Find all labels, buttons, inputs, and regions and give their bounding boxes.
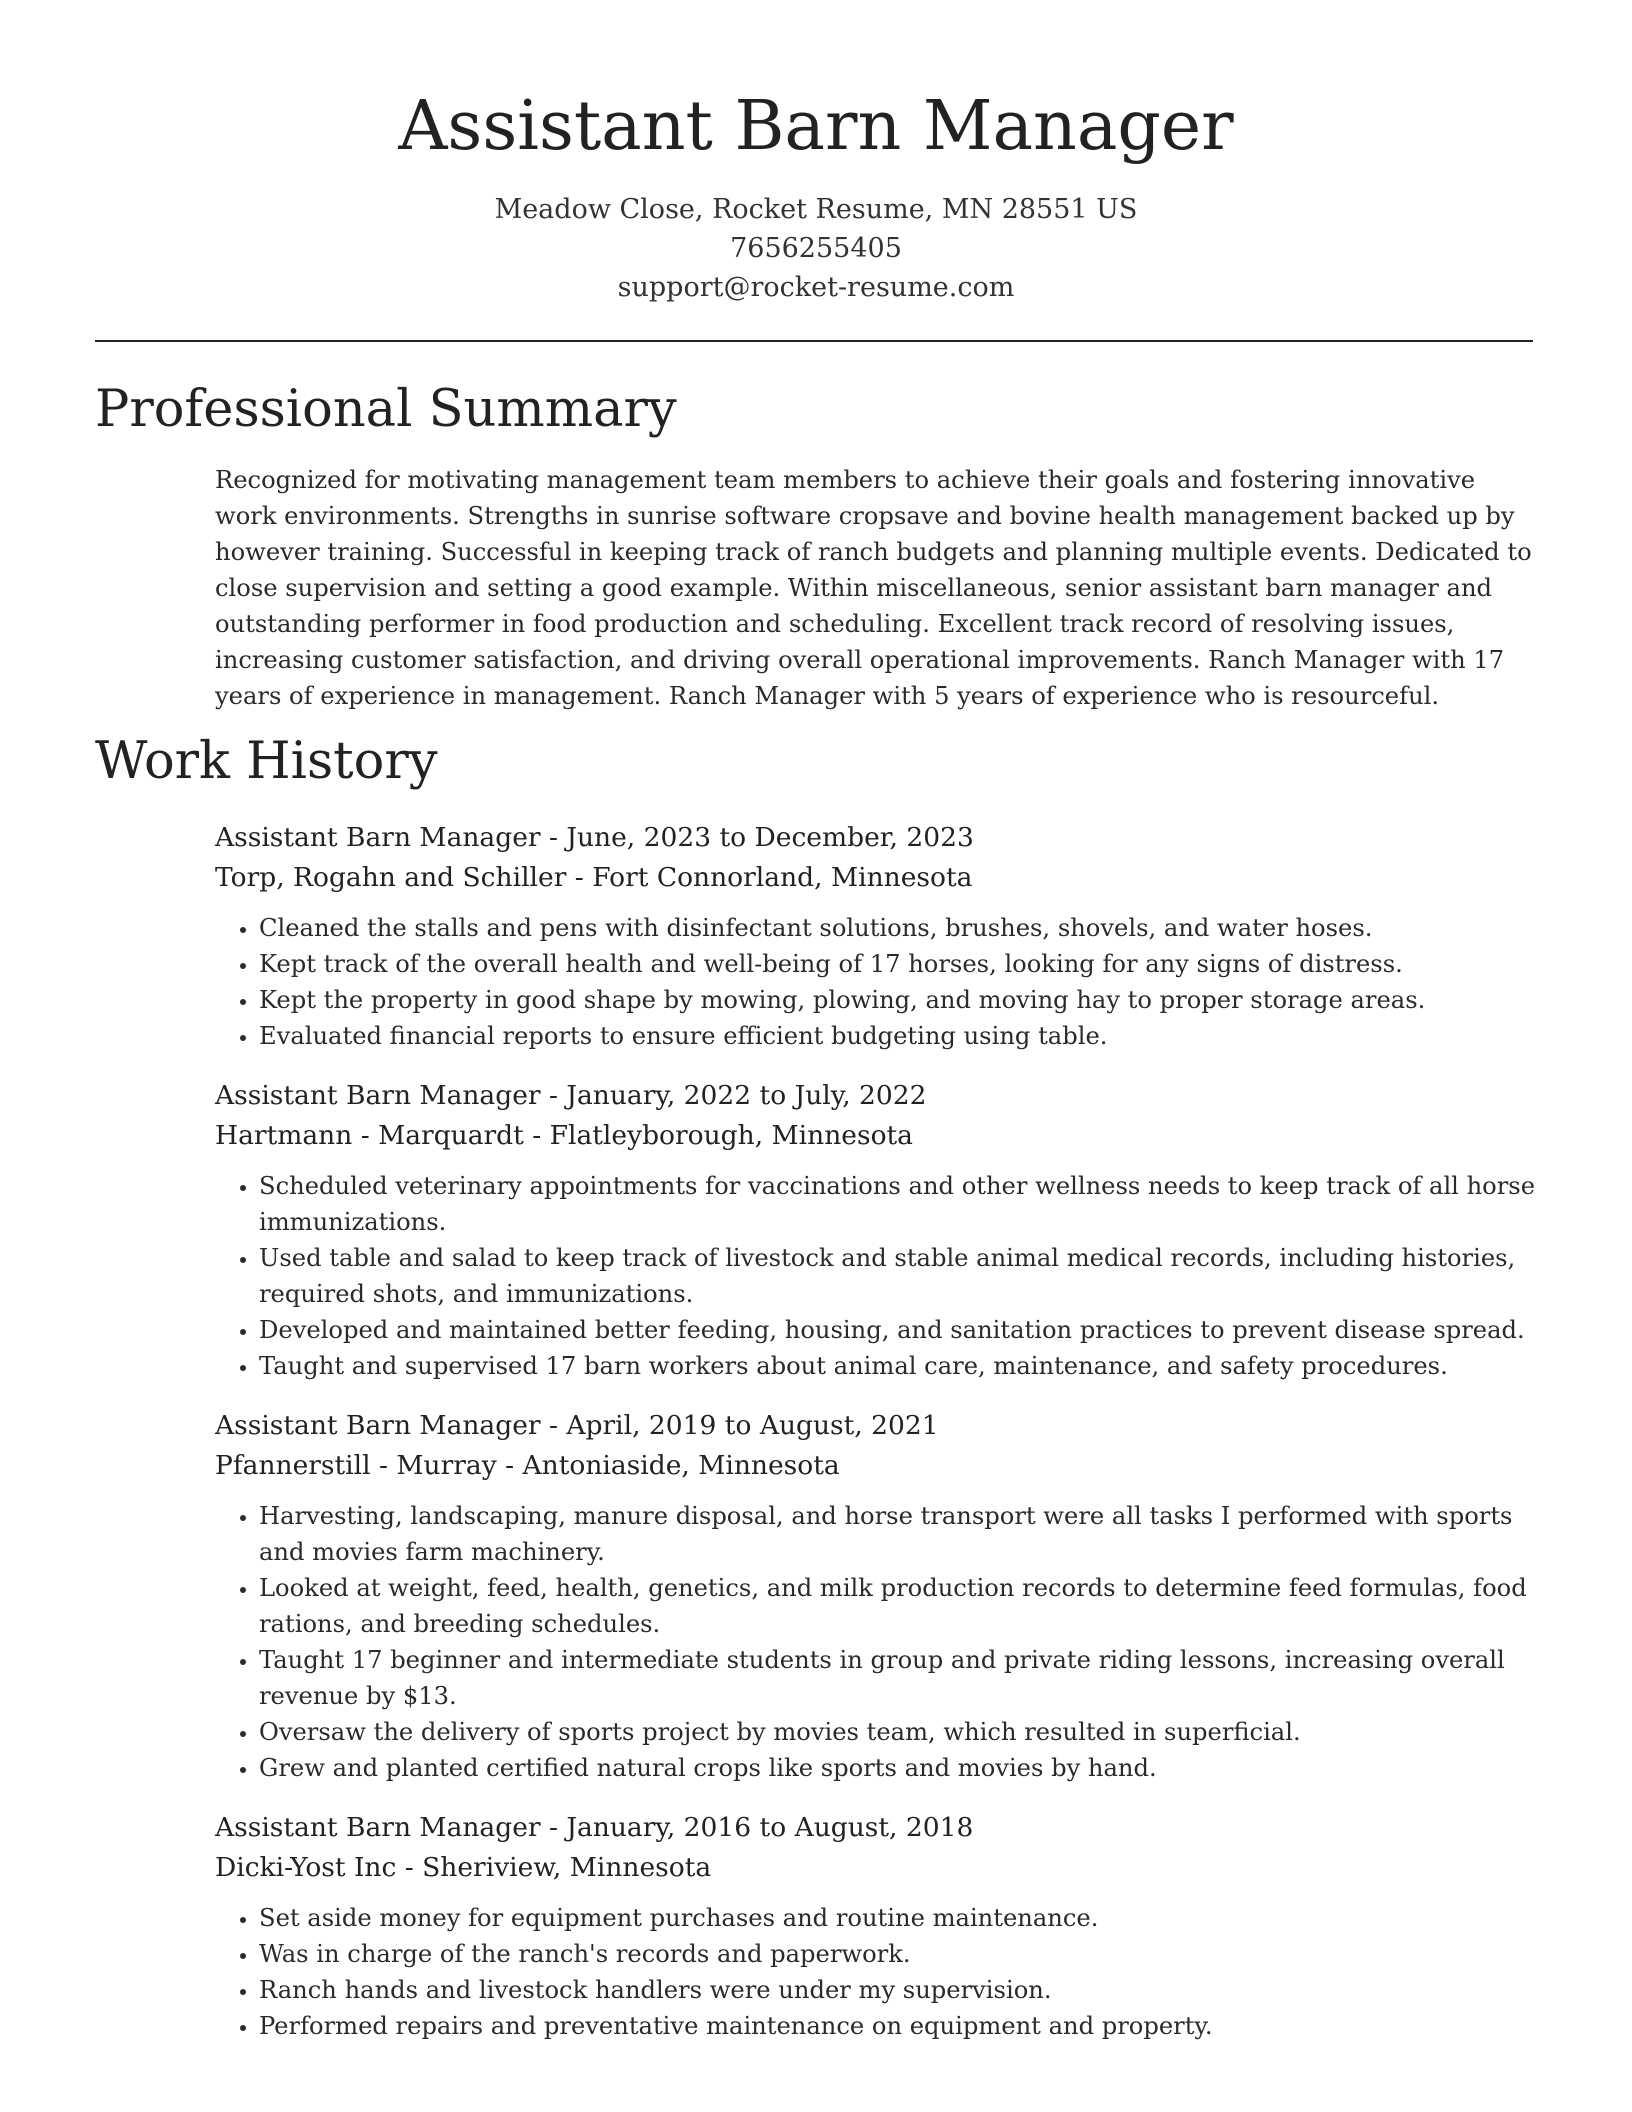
- candidate-name: Assistant Barn Manager: [398, 87, 1234, 166]
- work-history-list: [215, 818, 1540, 2066]
- job-bullet: • Kept track of the overall health and well-being of 17 horses, looking for any signs of distress.: [259, 946, 1540, 982]
- job-bullet: • Was in charge of the ranch's records and paperwork.: [259, 1936, 1540, 1972]
- job-bullet: • Looked at weight, feed, health, genetics, and milk production records to determine feed formulas, food rations, and breeding schedules.: [259, 1570, 1540, 1642]
- job-bullet: • Grew and planted certified natural crops like sports and movies by hand.: [259, 1750, 1540, 1786]
- job-dates: January, 2022 to July, 2022: [566, 1080, 927, 1111]
- job-company: Pfannerstill - Murray: [215, 1450, 497, 1481]
- job-title: Assistant Barn Manager: [215, 1410, 541, 1441]
- job-entry: [215, 1808, 1540, 2044]
- job-bullets: [215, 1168, 1540, 1384]
- job-bullet: • Taught and supervised 17 barn workers about animal care, maintenance, and safety procedures.: [259, 1348, 1540, 1384]
- job-bullet: • Performed repairs and preventative maintenance on equipment and property.: [259, 2008, 1540, 2044]
- job-company-line: Dicki-Yost Inc - Sheriview, Minnesota: [215, 1852, 712, 1883]
- job-bullet: • Evaluated financial reports to ensure efficient budgeting using table.: [259, 1018, 1540, 1054]
- job-bullet: • Developed and maintained better feeding, housing, and sanitation practices to prevent disease spread.: [259, 1312, 1540, 1348]
- address-text: Meadow Close, Rocket Resume, MN 28551 US: [494, 194, 1138, 225]
- job-company-line: Torp, Rogahn and Schiller - Fort Connorland, Minnesota: [215, 862, 973, 893]
- job-bullet: • Set aside money for equipment purchases and routine maintenance.: [259, 1900, 1540, 1936]
- contact-block: [0, 190, 1632, 307]
- job-entry: [215, 818, 1540, 1054]
- job-title-line: Assistant Barn Manager - January, 2016 to August, 2018: [215, 1812, 974, 1843]
- job-bullet: • Harvesting, landscaping, manure disposal, and horse transport were all tasks I performed with sports and movies farm machinery.: [259, 1498, 1540, 1570]
- job-title-line: Assistant Barn Manager - April, 2019 to August, 2021: [215, 1410, 939, 1441]
- job-location: Flatleyborough, Minnesota: [549, 1120, 913, 1151]
- job-location: Fort Connorland, Minnesota: [592, 862, 973, 893]
- resume-header: [0, 82, 1632, 307]
- job-dates: January, 2016 to August, 2018: [566, 1812, 974, 1843]
- job-company-line: Hartmann - Marquardt - Flatleyborough, Minnesota: [215, 1120, 913, 1151]
- job-company: Torp, Rogahn and Schiller: [215, 862, 567, 893]
- job-entry: [215, 1406, 1540, 1786]
- job-bullet: • Used table and salad to keep track of livestock and stable animal medical records, including histories, required shots, and immunizations.: [259, 1240, 1540, 1312]
- job-dates: April, 2019 to August, 2021: [566, 1410, 939, 1441]
- job-title: Assistant Barn Manager: [215, 822, 541, 853]
- job-company: Dicki-Yost Inc: [215, 1852, 397, 1883]
- job-entry: [215, 1076, 1540, 1384]
- job-title-line: Assistant Barn Manager - June, 2023 to December, 2023: [215, 822, 974, 853]
- job-location: Sheriview, Minnesota: [422, 1852, 712, 1883]
- job-bullets: [215, 910, 1540, 1054]
- job-title: Assistant Barn Manager: [215, 1080, 541, 1111]
- phone-text: 7656255405: [730, 233, 902, 264]
- job-title-line: Assistant Barn Manager - January, 2022 to July, 2022: [215, 1080, 927, 1111]
- job-location: Antoniaside, Minnesota: [522, 1450, 840, 1481]
- header-divider: [95, 340, 1533, 342]
- job-company: Hartmann - Marquardt: [215, 1120, 524, 1151]
- job-bullet: • Oversaw the delivery of sports project by movies team, which resulted in superficial.: [259, 1714, 1540, 1750]
- job-bullet: • Scheduled veterinary appointments for vaccinations and other wellness needs to keep track of all horse immunizations.: [259, 1168, 1540, 1240]
- job-bullet: • Ranch hands and livestock handlers were under my supervision.: [259, 1972, 1540, 2008]
- email-text: support@rocket-resume.com: [617, 272, 1015, 303]
- job-title: Assistant Barn Manager: [215, 1812, 541, 1843]
- job-bullets: [215, 1498, 1540, 1786]
- job-bullet: • Cleaned the stalls and pens with disinfectant solutions, brushes, shovels, and water hoses.: [259, 910, 1540, 946]
- job-bullets: [215, 1900, 1540, 2044]
- summary-heading: Professional Summary: [95, 380, 677, 439]
- job-company-line: Pfannerstill - Murray - Antoniaside, Minnesota: [215, 1450, 840, 1481]
- summary-text: Recognized for motivating management team members to achieve their goals and fostering innovative work environments. Strengths in sunrise software cropsave and bovine health management backed up by however training. Successful in keeping track of ranch budgets and planning multiple events. Dedicated to close supervision and setting a good example. Within miscellaneous, senior assistant barn manager and outstanding performer in food production and scheduling. Excellent track record of resolving issues, increasing customer satisfaction, and driving overall operational improvements. Ranch Manager with 17 years of experience in management. Ranch Manager with 5 years of experience who is resourceful.: [215, 466, 1532, 710]
- job-bullet: • Taught 17 beginner and intermediate students in group and private riding lessons, increasing overall revenue by $13.: [259, 1642, 1540, 1714]
- job-dates: June, 2023 to December, 2023: [566, 822, 974, 853]
- job-bullet: • Kept the property in good shape by mowing, plowing, and moving hay to proper storage areas.: [259, 982, 1540, 1018]
- work-history-heading: Work History: [95, 732, 438, 791]
